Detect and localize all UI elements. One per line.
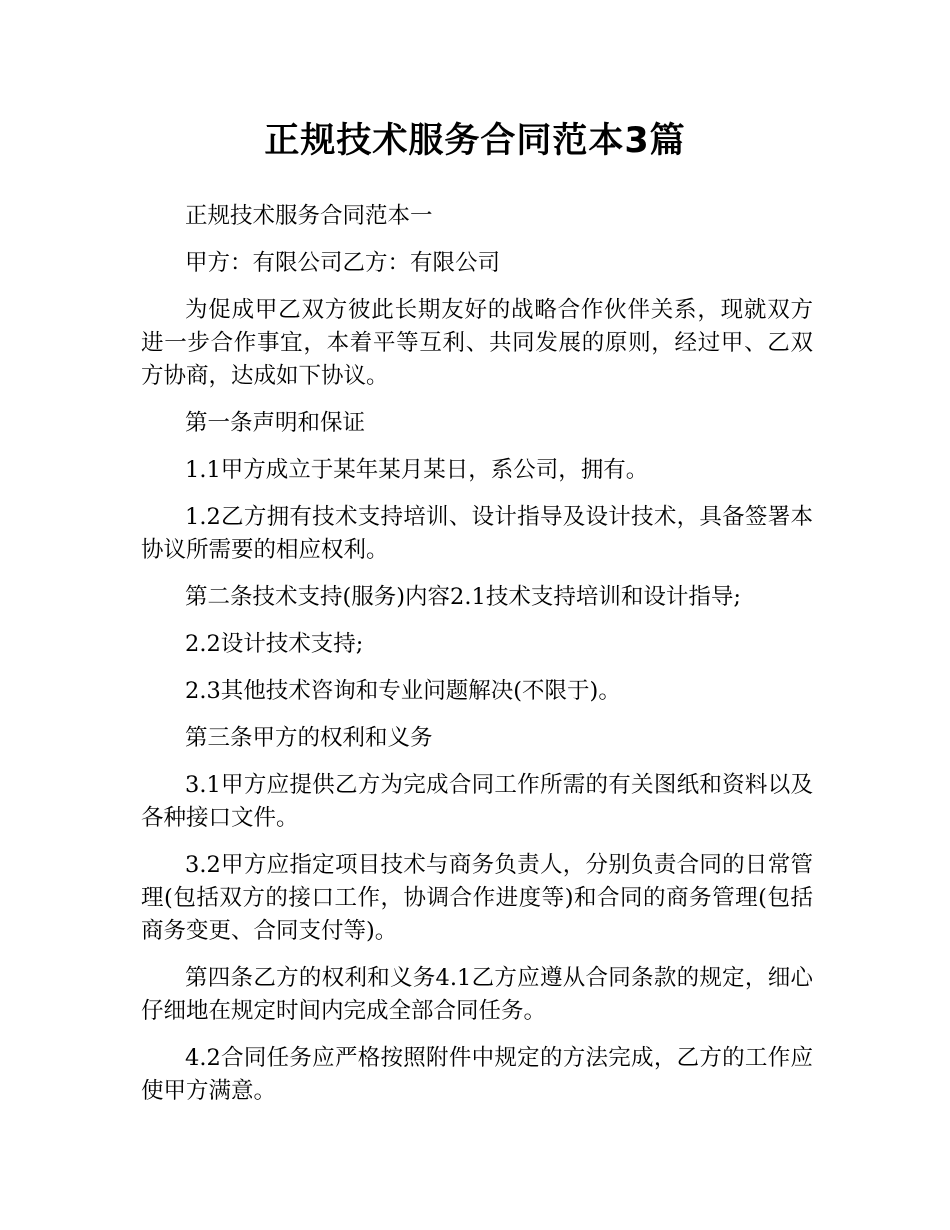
paragraph: 为促成甲乙双方彼此长期友好的战略合作伙伴关系，现就双方进一步合作事宜，本着平等互利、共同发展的原则，经过甲、乙双方协商，达成如下协议。	[141, 297, 813, 389]
paragraph: 正规技术服务合同范本一	[185, 203, 433, 229]
paragraph: 甲方：有限公司乙方：有限公司	[185, 250, 501, 276]
paragraph: 1.2乙方拥有技术支持培训、设计指导及设计技术，具备签署本协议所需要的相应权利。	[141, 504, 813, 563]
paragraph: 第一条声明和保证	[185, 410, 366, 436]
paragraph: 3.2甲方应指定项目技术与商务负责人，分别负责合同的日常管理(包括双方的接口工作，协调合作进度等)和合同的商务管理(包括商务变更、合同支付等)。	[141, 852, 813, 944]
document-body	[141, 200, 813, 1122]
paragraph: 第三条甲方的权利和义务	[185, 725, 433, 751]
document-title: 正规技术服务合同范本3篇	[264, 121, 686, 161]
paragraph: 第二条技术支持(服务)内容2.1技术支持培训和设计指导;	[185, 584, 741, 610]
paragraph: 2.3其他技术咨询和专业问题解决(不限于)。	[185, 678, 621, 704]
paragraph: 第四条乙方的权利和义务4.1乙方应遵从合同条款的规定，细心仔细地在规定时间内完成全部合同任务。	[141, 965, 813, 1024]
paragraph: 4.2合同任务应严格按照附件中规定的方法完成，乙方的工作应使甲方满意。	[141, 1045, 813, 1104]
paragraph: 2.2设计技术支持;	[185, 631, 364, 657]
paragraph: 1.1甲方成立于某年某月某日，系公司，拥有。	[185, 457, 649, 483]
paragraph: 3.1甲方应提供乙方为完成合同工作所需的有关图纸和资料以及各种接口文件。	[141, 772, 813, 831]
